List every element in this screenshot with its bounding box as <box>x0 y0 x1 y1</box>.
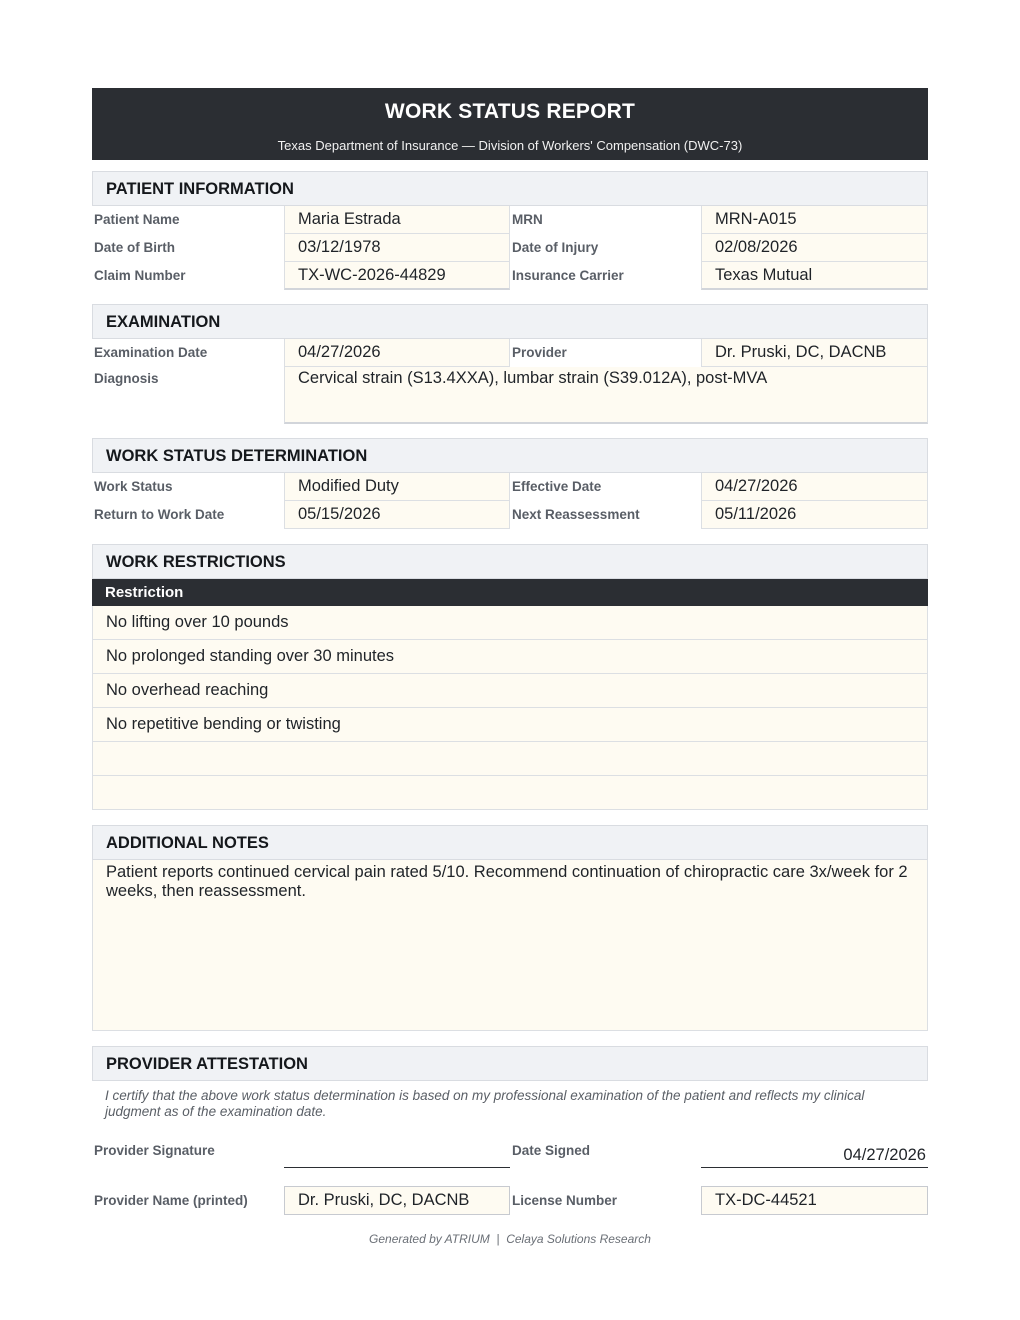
work-status-section <box>92 438 928 529</box>
exam-date-label: Examination Date <box>94 345 208 360</box>
license-number-field[interactable]: TX-DC-44521 <box>701 1186 928 1215</box>
field-row <box>92 339 928 367</box>
work-status-field[interactable]: Modified Duty <box>284 473 510 501</box>
effective-date-field[interactable]: 04/27/2026 <box>701 473 928 501</box>
restriction-row[interactable]: No prolonged standing over 30 minutes <box>92 640 928 674</box>
section-heading: WORK RESTRICTIONS <box>92 544 928 579</box>
provider-signature-line[interactable] <box>284 1135 510 1168</box>
restriction-row[interactable] <box>92 776 928 810</box>
report-subtitle: Texas Department of Insurance — Division of Workers' Compensation (DWC-73) <box>277 138 743 153</box>
license-number-label: License Number <box>512 1193 618 1208</box>
provider-signature-label: Provider Signature <box>94 1143 215 1158</box>
next-reassessment-label: Next Reassessment <box>512 507 640 522</box>
field-row <box>92 473 928 501</box>
return-to-work-label: Return to Work Date <box>94 507 225 522</box>
return-to-work-field[interactable]: 05/15/2026 <box>284 501 510 529</box>
insurance-carrier-label: Insurance Carrier <box>512 268 624 283</box>
patient-information-section <box>92 171 928 290</box>
claim-number-field[interactable]: TX-WC-2026-44829 <box>284 262 510 290</box>
provider-label: Provider <box>512 345 567 360</box>
field-row <box>92 367 928 424</box>
section-heading: WORK STATUS DETERMINATION <box>92 438 928 473</box>
report-footer: Generated by ATRIUM | Celaya Solutions Research <box>369 1232 651 1246</box>
provider-field[interactable]: Dr. Pruski, DC, DACNB <box>701 339 928 367</box>
effective-date-label: Effective Date <box>512 479 602 494</box>
printed-name-label: Provider Name (printed) <box>94 1193 248 1208</box>
field-row <box>92 262 928 290</box>
exam-date-field[interactable]: 04/27/2026 <box>284 339 510 367</box>
section-heading: ADDITIONAL NOTES <box>92 825 928 860</box>
mrn-label: MRN <box>512 212 543 227</box>
patient-name-label: Patient Name <box>94 212 180 227</box>
section-heading: PROVIDER ATTESTATION <box>92 1046 928 1081</box>
section-heading: EXAMINATION <box>92 304 928 339</box>
patient-name-field[interactable]: Maria Estrada <box>284 206 510 234</box>
field-row <box>92 206 928 234</box>
additional-notes-section <box>92 825 928 1031</box>
restriction-row[interactable]: No overhead reaching <box>92 674 928 708</box>
printed-name-field[interactable]: Dr. Pruski, DC, DACNB <box>284 1186 510 1215</box>
report-title: WORK STATUS REPORT <box>384 100 636 123</box>
claim-number-label: Claim Number <box>94 268 186 283</box>
field-row <box>92 234 928 262</box>
doi-label: Date of Injury <box>512 240 599 255</box>
date-signed-field[interactable]: 04/27/2026 <box>701 1135 928 1168</box>
field-row <box>92 501 928 529</box>
insurance-carrier-field[interactable]: Texas Mutual <box>701 262 928 290</box>
restriction-row[interactable] <box>92 742 928 776</box>
work-status-label: Work Status <box>94 479 173 494</box>
diagnosis-field[interactable]: Cervical strain (S13.4XXA), lumbar strain (S39.012A), post-MVA <box>284 367 928 424</box>
dob-label: Date of Birth <box>94 240 175 255</box>
signature-row <box>92 1135 928 1175</box>
restriction-row[interactable]: No repetitive bending or twisting <box>92 708 928 742</box>
dob-field[interactable]: 03/12/1978 <box>284 234 510 262</box>
work-status-report <box>92 88 928 1246</box>
mrn-field[interactable]: MRN-A015 <box>701 206 928 234</box>
diagnosis-label: Diagnosis <box>94 371 159 386</box>
report-header <box>92 88 928 160</box>
restriction-column-header: Restriction <box>92 579 928 606</box>
printed-name-row <box>92 1186 928 1215</box>
work-restrictions-section <box>92 544 928 810</box>
doi-field[interactable]: 02/08/2026 <box>701 234 928 262</box>
next-reassessment-field[interactable]: 05/11/2026 <box>701 501 928 529</box>
notes-field[interactable]: Patient reports continued cervical pain rated 5/10. Recommend continuation of chiropractic care 3x/week for 2 weeks, then reassessment. <box>92 860 928 1031</box>
restriction-row[interactable]: No lifting over 10 pounds <box>92 606 928 640</box>
attestation-statement: I certify that the above work status determination is based on my professional examination of the patient and reflects my clinical judgment as of the examination date. <box>105 1088 865 1119</box>
examination-section <box>92 304 928 424</box>
section-heading: PATIENT INFORMATION <box>92 171 928 206</box>
provider-attestation-section <box>92 1046 928 1215</box>
date-signed-label: Date Signed <box>512 1143 591 1158</box>
